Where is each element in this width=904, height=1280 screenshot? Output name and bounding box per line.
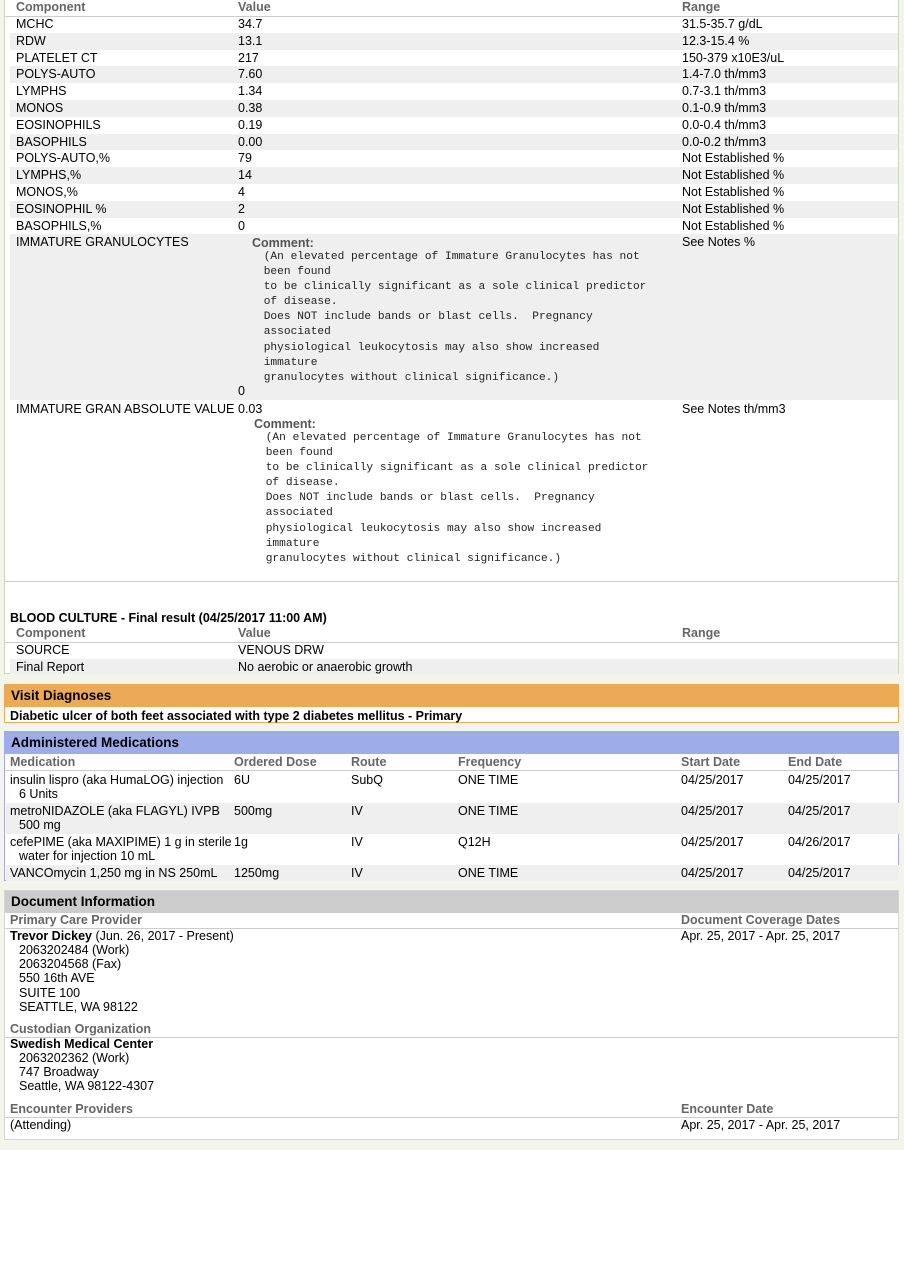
medication-detail: water for injection 10 mL [19, 849, 156, 863]
med-header-dose: Ordered Dose [234, 755, 317, 769]
medication-row [6, 772, 899, 803]
lab-component: MONOS,% [16, 185, 78, 199]
lab-range: Not Established % [682, 151, 785, 166]
diagnosis-item: Diabetic ulcer of both feet associated with type 2 diabetes mellitus - Primary [10, 709, 463, 723]
encounter-date-label: Encounter Date [681, 1102, 774, 1116]
bc-component: Final Report [16, 660, 85, 674]
custodian-line: 747 Broadway [19, 1065, 99, 1079]
medication-route: IV [351, 866, 363, 880]
pcp-line: SEATTLE, WA 98122 [19, 1000, 138, 1014]
med-header-end: End Date [788, 755, 843, 769]
pcp-entry [10, 929, 234, 943]
lab-component: MCHC [16, 17, 54, 31]
med-header-medication: Medication [10, 755, 76, 769]
lab-row [10, 150, 898, 167]
medications-title: Administered Medications [5, 732, 898, 754]
lab-header-range: Range [682, 0, 721, 14]
pcp-label: Primary Care Provider [10, 913, 143, 927]
pcp-name: Trevor Dickey [10, 929, 92, 943]
blood-culture-header [5, 626, 898, 643]
custodian-line: 2063202362 (Work) [19, 1051, 130, 1065]
lab-range: 0.7-3.1 th/mm3 [682, 84, 767, 99]
lab-value: 0.03 [238, 402, 263, 416]
blood-culture-title: BLOOD CULTURE - Final result (04/25/2017 11:00 AM) [10, 611, 327, 625]
lab-range: Not Established % [682, 201, 785, 216]
pcp-line: SUITE 100 [19, 986, 81, 1000]
lab-range: 0.1-0.9 th/mm3 [682, 101, 767, 115]
visit-diagnoses-title: Visit Diagnoses [5, 685, 898, 707]
bc-row [10, 642, 898, 658]
comment-label: Comment: [254, 417, 316, 431]
bc-header-component: Component [16, 626, 86, 640]
medication-name: metroNIDAZOLE (aka FLAGYL) IVPB [10, 804, 220, 818]
lab-range: Not Established % [682, 168, 785, 183]
medication-route: IV [351, 835, 363, 849]
comment-label: Comment: [252, 236, 314, 250]
medication-route: SubQ [351, 773, 383, 787]
lab-row [10, 134, 898, 151]
medication-dose: 500mg [234, 804, 273, 818]
bc-component: SOURCE [16, 643, 70, 657]
lab-range: 0.0-0.2 th/mm3 [682, 134, 767, 149]
pcp-line: 550 16th AVE [19, 971, 95, 985]
medication-frequency: Q12H [458, 835, 491, 849]
lab-range: Not Established % [682, 218, 785, 233]
coverage-label: Document Coverage Dates [681, 913, 841, 927]
lab-value: 0.38 [238, 101, 263, 115]
divider [5, 581, 898, 582]
lab-range: Not Established % [682, 185, 785, 199]
lab-component: IMMATURE GRAN ABSOLUTE VALUE [16, 402, 235, 416]
lab-value: 217 [238, 50, 259, 65]
pcp-dates: (Jun. 26, 2017 - Present) [92, 929, 234, 943]
custodian-name: Swedish Medical Center [10, 1037, 154, 1051]
medication-start-date: 04/25/2017 [681, 773, 744, 787]
lab-comment: (An elevated percentage of Immature Granulocytes has not been found to be clinically significant as a sole clinical predictor of disease. Does NOT include bands or blast cells. Pregnancy associated physiological leukocytosis may also show increased immature granulocytes without clinical significance.) [263, 251, 647, 384]
medication-detail: 500 mg [19, 818, 61, 832]
medications-header [5, 755, 898, 771]
lab-row [10, 33, 898, 50]
medication-detail: 6 Units [19, 787, 58, 801]
lab-component: LYMPHS [16, 84, 67, 99]
encounter-header [5, 1102, 898, 1118]
lab-value: 4 [238, 185, 245, 199]
lab-component: EOSINOPHIL % [16, 201, 107, 216]
lab-value: 0 [238, 218, 245, 233]
lab-value: 0 [238, 384, 245, 398]
lab-value: 0.00 [238, 134, 263, 149]
pcp-line: 2063202484 (Work) [19, 943, 130, 957]
medication-end-date: 04/25/2017 [788, 804, 851, 818]
medication-dose: 6U [234, 773, 250, 787]
lab-row [10, 66, 898, 83]
lab-value: 2 [238, 201, 245, 216]
bc-header-value: Value [238, 626, 271, 640]
lab-header-value: Value [238, 0, 271, 14]
document-information-title: Document Information [5, 891, 898, 913]
lab-component: POLYS-AUTO [16, 67, 96, 82]
bc-header-range: Range [682, 626, 721, 640]
custodian-label: Custodian Organization [10, 1022, 151, 1036]
medication-dose: 1250mg [234, 866, 280, 880]
lab-component: EOSINOPHILS [16, 117, 101, 132]
medication-frequency: ONE TIME [458, 866, 519, 880]
lab-value: 1.34 [238, 84, 263, 99]
lab-row-immature-gran-absolute [10, 401, 898, 571]
pcp-header [5, 913, 898, 929]
lab-range: 150-379 x10E3/uL [682, 50, 785, 65]
medication-name: VANCOmycin 1,250 mg in NS 250mL [10, 866, 218, 880]
lab-row [10, 100, 898, 117]
medication-dose: 1g [234, 835, 248, 849]
lab-table-header [5, 0, 898, 17]
visit-diagnoses-panel [4, 684, 899, 723]
lab-range: 0.0-0.4 th/mm3 [682, 117, 767, 132]
bc-value: VENOUS DRW [238, 643, 324, 657]
lab-row-immature-granulocytes [10, 234, 898, 400]
medication-row [6, 865, 899, 881]
medication-start-date: 04/25/2017 [681, 866, 744, 880]
lab-component: MONOS [16, 101, 64, 115]
lab-component: LYMPHS,% [16, 168, 82, 183]
medication-row [6, 803, 899, 834]
lab-component: BASOPHILS [16, 134, 87, 149]
custodian-line: Seattle, WA 98122-4307 [19, 1079, 155, 1093]
bc-value: No aerobic or anaerobic growth [238, 660, 413, 674]
medication-name: cefePIME (aka MAXIPIME) 1 g in sterile [10, 835, 232, 849]
lab-row [10, 167, 898, 184]
lab-range: 31.5-35.7 g/dL [682, 17, 763, 31]
lab-component: POLYS-AUTO,% [16, 151, 111, 166]
medications-panel [4, 731, 899, 881]
lab-range: See Notes th/mm3 [682, 402, 786, 416]
lab-component: PLATELET CT [16, 50, 98, 65]
encounter-provider: (Attending) [10, 1118, 72, 1132]
custodian-header [5, 1022, 898, 1038]
pcp-line: 2063204568 (Fax) [19, 957, 122, 971]
lab-value: 79 [238, 151, 252, 166]
document-information-panel [4, 890, 899, 1140]
lab-row [10, 16, 898, 33]
lab-value: 34.7 [238, 17, 263, 31]
med-header-route: Route [351, 755, 387, 769]
lab-value: 13.1 [238, 33, 263, 48]
medication-start-date: 04/25/2017 [681, 835, 744, 849]
medication-row [6, 834, 899, 865]
bc-row [10, 659, 898, 674]
lab-results-panel [4, 0, 899, 674]
encounter-providers-label: Encounter Providers [10, 1102, 133, 1116]
medication-end-date: 04/25/2017 [788, 773, 851, 787]
lab-range: 1.4-7.0 th/mm3 [682, 67, 767, 82]
lab-row [10, 184, 898, 201]
lab-row [10, 117, 898, 134]
lab-component: RDW [16, 33, 46, 48]
coverage-dates: Apr. 25, 2017 - Apr. 25, 2017 [681, 929, 841, 943]
med-header-start: Start Date [681, 755, 741, 769]
med-header-frequency: Frequency [458, 755, 522, 769]
medication-end-date: 04/25/2017 [788, 866, 851, 880]
lab-row [10, 83, 898, 100]
medication-frequency: ONE TIME [458, 773, 519, 787]
encounter-date: Apr. 25, 2017 - Apr. 25, 2017 [681, 1118, 841, 1132]
medication-frequency: ONE TIME [458, 804, 519, 818]
lab-row [10, 50, 898, 67]
lab-header-component: Component [16, 0, 86, 14]
lab-range: 12.3-15.4 % [682, 33, 750, 48]
lab-value: 0.19 [238, 117, 263, 132]
lab-component: BASOPHILS,% [16, 218, 102, 233]
lab-component: IMMATURE GRANULOCYTES [16, 235, 189, 249]
lab-range: See Notes % [682, 235, 755, 249]
lab-row [10, 201, 898, 218]
lab-value: 14 [238, 168, 252, 183]
lab-value: 7.60 [238, 67, 263, 82]
medication-end-date: 04/26/2017 [788, 835, 851, 849]
lab-row [10, 218, 898, 235]
medication-start-date: 04/25/2017 [681, 804, 744, 818]
medication-route: IV [351, 804, 363, 818]
medication-name: insulin lispro (aka HumaLOG) injection [10, 773, 224, 787]
lab-comment: (An elevated percentage of Immature Granulocytes has not been found to be clinically significant as a sole clinical predictor of disease. Does NOT include bands or blast cells. Pregnancy associated physiological leukocytosis may also show increased immature granulocytes without clinical significance.) [265, 432, 649, 565]
